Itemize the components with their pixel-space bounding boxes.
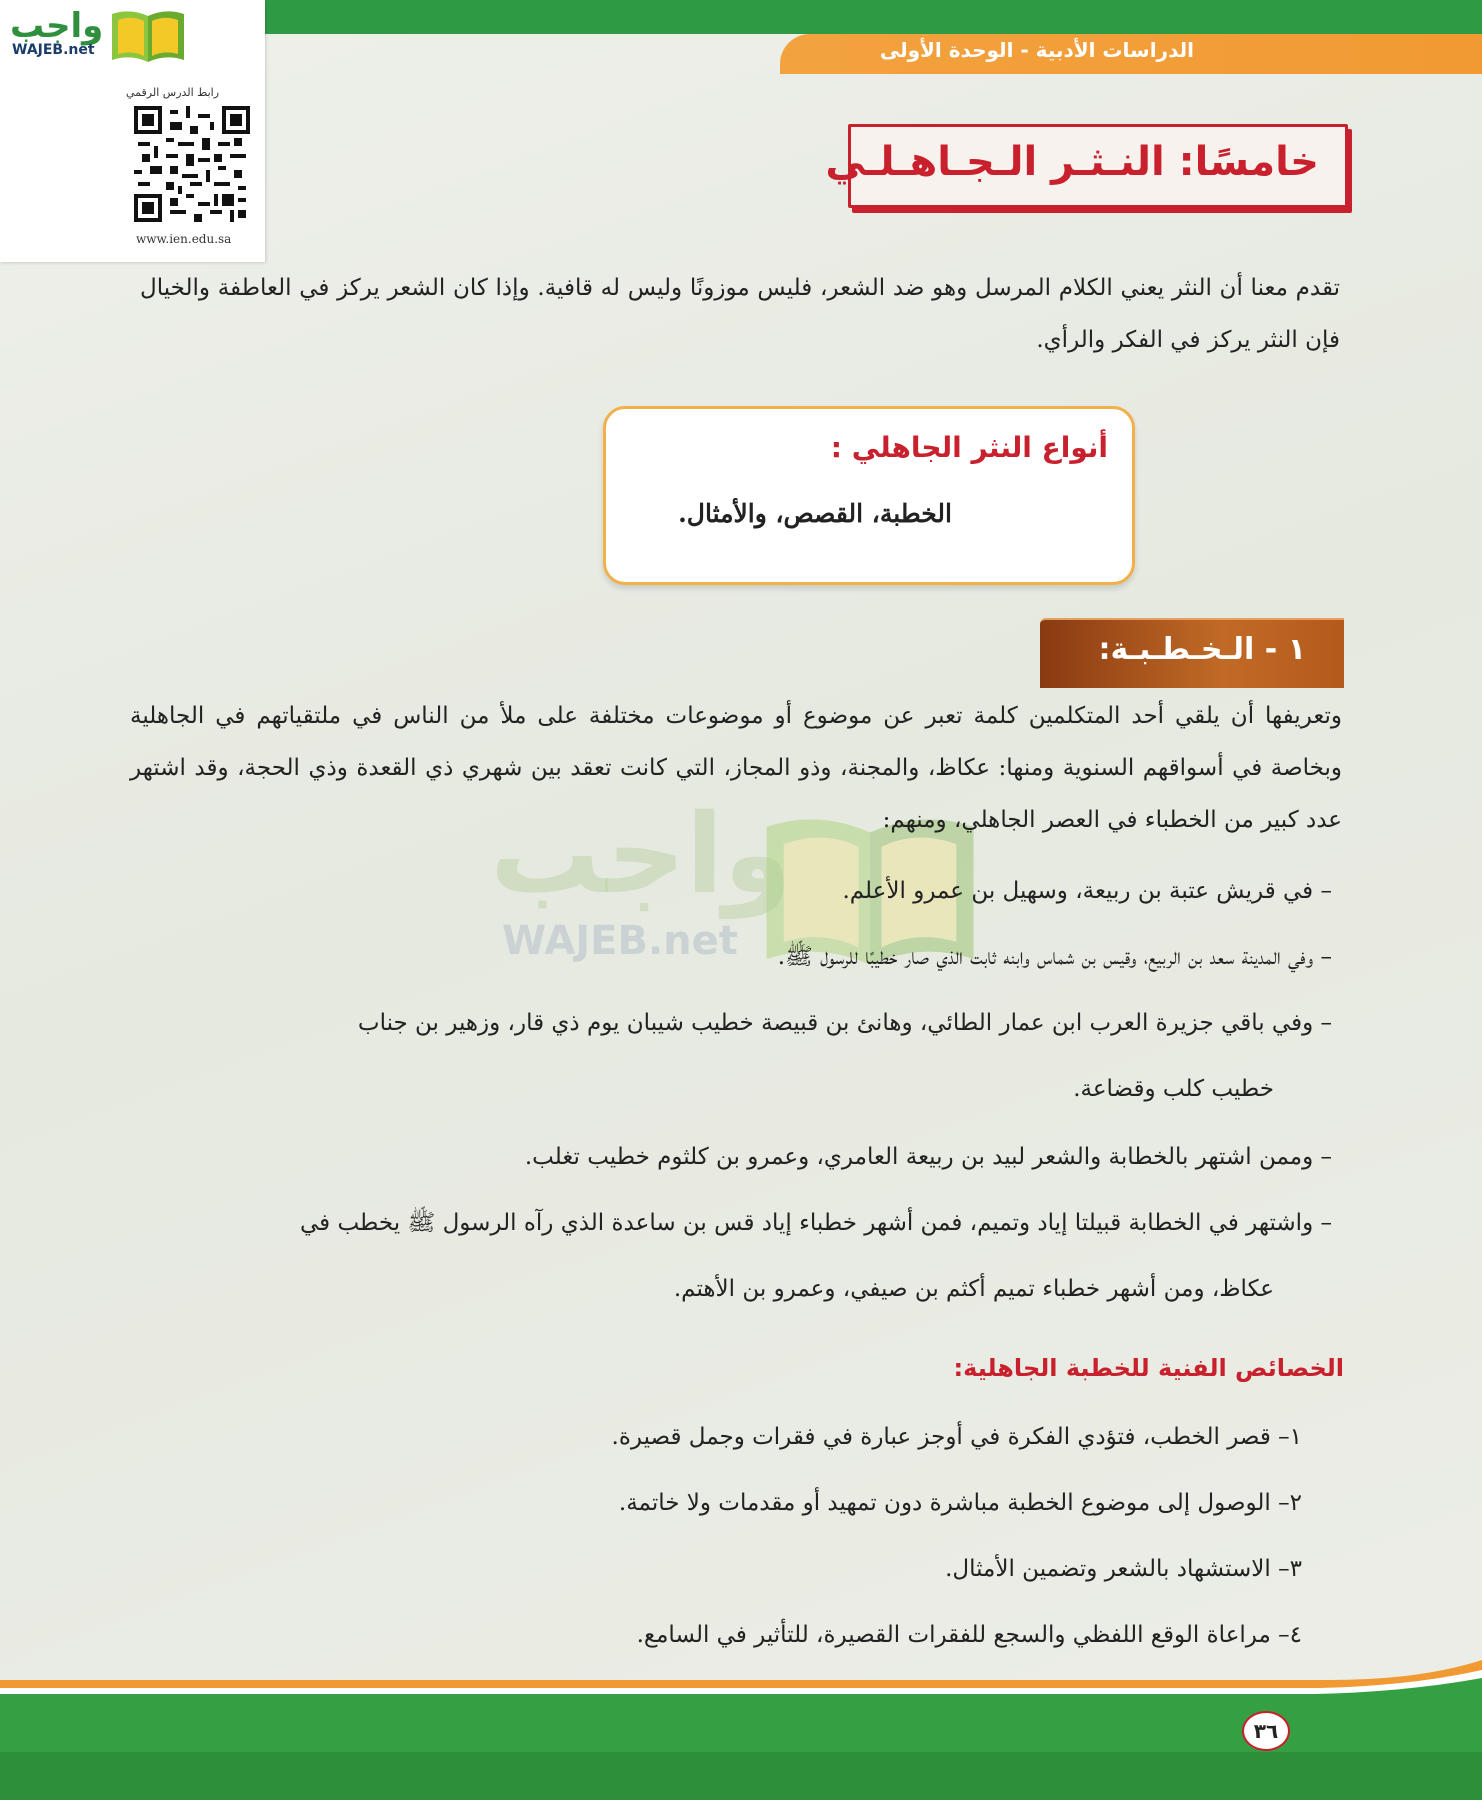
features-heading: الخصائص الفنية للخطبة الجاهلية:: [953, 1354, 1344, 1382]
list-item: – في قريش عتبة بن ربيعة، وسهيل بن عمرو الأعلم.: [842, 878, 1332, 904]
list-item: – وفي المدينة سعد بن الربيع، وقيس بن شماس وابنه ثابت الذي صار خطيبًا للرسول ﷺ.: [777, 944, 1332, 970]
page-number: ٣٦: [1242, 1711, 1290, 1751]
list-item: – واشتهر في الخطابة قبيلتا إياد وتميم، فمن أشهر خطباء إياد قس بن ساعدة الذي رآه الرسول ﷺ يخطب في: [299, 1210, 1332, 1236]
definition-paragraph: وتعريفها أن يلقي أحد المتكلمين كلمة تعبر عن موضوع أو موضوعات مختلفة على ملأ من الناس في ملتقياتهم في الجاهلية وبخاصة في أسواقهم السنوية ومنها: عكاظ، والمجنة، وذو المجاز، التي كانت تعقد بين شهري ذي القعدة وذي الحجة، وقد اشتهر عدد كبير من الخطباء في العصر الجاهلي، ومنهم:: [130, 703, 1342, 833]
types-list: الخطبة، القصص، والأمثال.: [678, 499, 952, 528]
qr-url[interactable]: www.ien.edu.sa: [136, 232, 232, 246]
list-item: – وفي باقي جزيرة العرب ابن عمار الطائي، وهانئ بن قبيصة خطيب شيبان يوم ذي قار، وزهير بن جناب: [357, 1010, 1332, 1036]
list-item-continuation: عكاظ، ومن أشهر خطباء تميم أكثم بن صيفي، وعمرو بن الأهتم.: [673, 1276, 1274, 1302]
list-item: – وممن اشتهر بالخطابة والشعر لبيد بن ربيعة العامري، وعمرو بن كلثوم خطيب تغلب.: [524, 1144, 1332, 1170]
types-heading: أنواع النثر الجاهلي :: [830, 431, 1108, 464]
page-title: خامسًا: النـثـر الـجـاهـلـي: [825, 139, 1319, 185]
logo-subtext: WAJEB.net: [12, 42, 95, 58]
watermark-subtext: WAJEB.net: [502, 918, 738, 964]
feature-item: ١– قصر الخطب، فتؤدي الفكرة في أوجز عبارة في فقرات وجمل قصيرة.: [611, 1424, 1302, 1450]
list-item-continuation: خطيب كلب وقضاعة.: [1073, 1076, 1274, 1102]
watermark-text: واجب: [490, 790, 792, 918]
header-title: الدراسات الأدبية - الوحدة الأولى: [879, 38, 1194, 62]
qr-panel: [0, 0, 265, 262]
feature-item: ٣– الاستشهاد بالشعر وتضمين الأمثال.: [945, 1556, 1302, 1582]
feature-item: ٢– الوصول إلى موضوع الخطبة مباشرة دون تمهيد أو مقدمات ولا خاتمة.: [618, 1490, 1302, 1516]
book-logo-icon: [108, 6, 188, 66]
feature-item: ٤– مراعاة الوقع اللفظي والسجع للفقرات القصيرة، للتأثير في السامع.: [636, 1622, 1302, 1648]
section-heading: ١ - الـخـطـبـة:: [1098, 632, 1306, 667]
qr-code-icon[interactable]: [131, 106, 253, 222]
title-box: [825, 124, 1348, 208]
intro-paragraph: تقدم معنا أن النثر يعني الكلام المرسل وهو ضد الشعر، فليس موزونًا وليس له قافية. وإذا كان الشعر يركز في العاطفة والخيال فإن النثر يركز في الفكر والرأي.: [140, 275, 1340, 353]
logo-text: واجب: [10, 6, 104, 46]
qr-caption: رابط الدرس الرقمي: [126, 86, 220, 99]
types-box: [603, 406, 1135, 585]
section-heading-band: [1040, 618, 1344, 688]
